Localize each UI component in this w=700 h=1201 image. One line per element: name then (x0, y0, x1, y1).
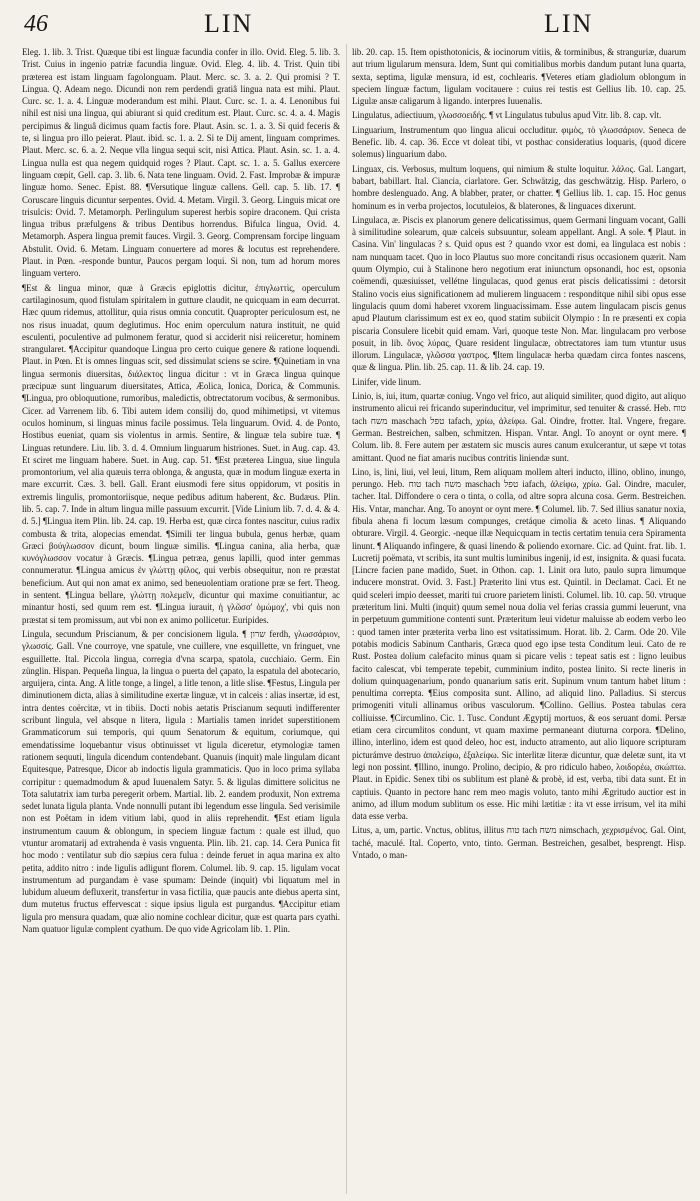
entry-lingulatus: Lingulatus, adiectiuum, γλωσσοειδής. ¶ vt Lingulatus tubulus apud Vitr. lib. 8. cap. vlt. (352, 110, 662, 121)
entry-linio: Linio, is, iui, itum, quartæ coniug. Vngo vel frico, aut aliquid similiter, quod digito, aut aliquo instrumento alicui rei fricando superinducitur, vel imprimitur, sed tenuiter & crassé. Heb. טוח tach משח maschach טפל tafach, χρίω, ἀλείφω. Gal. Oindre, frotter. Ital. Vngere, fregare. German. Bestreichen, salben, schmitzen. Hispan. Vntar. Angl. To anoynt or oynt mere. ¶ Colum. lib. 8. Fere autem per æstatem sic muscis aures canum exulcerantur, ut sæpe vt totas amittant. Quod ne fiat amaris nucibus contritis liniendæ sunt. (352, 391, 686, 463)
entry-linifer: Linifer, vide linum. (352, 376, 422, 387)
left-column (22, 46, 340, 1192)
entry-lingua-senses: ¶Est & lingua minor, quæ à Græcis epiglottis dicitur, ἐπιγλωττὶς, operculum cartilaginosum, quod fistulam spiritalem in gutture claudit, ne quicquam in eam decurrat. Hæc quum ridemus, attollitur, quia risus omnia concutit. Quapropter periculosum est, ne nos risus inuadat, quum deglutimus. Hoc enim operculum natura instituit, ne quid esculenti, poculentive ad pulmonem feratur, quod si acciderit nisi reiiceretur, hominem strangularet. ¶Accipitur quandoque Lingua pro certo cuique genere & ratione loquendi. Plaut. in Pœn. Et is omnes linguas scit, sed dissimulat sciens se scire. ¶Quinetiam in vna lingua sermonis diuersitas, διάλεκτος lingua dicitur : vt in Græca lingua quinque præcipuæ sunt linguarum diuersitates, Attica, Æolica, Ionica, Dorica, & Communis. ¶Lingua, pro obloquutione, rumoribus, maledictis, obtrectatorum vocibus, & sermonibus. Cicer. ad Varrenem lib. 6. Tibi autem idem consilij do, quod mihimetipsi, vt vitemus oculos hominum, si linguas minus facile possimus. Tela linguarum. Ovid. 4. de Ponto, Hostibus eueniat, quam sis violentus in armis. Sentire, & linguæ tela subire tuæ. ¶ Linguas retundere. Liu. lib. 3. d. 4. Omnium linguarum histriones. Suet. in Aug. cap. 43. Et sciret me linguam habere. Suet. in Aug. cap. 51. ¶Est præterea Lingua, siue lingula promontorium, vel alia quæuis terra oblonga, & angusta, quæ in modum linguæ exerta in mare excurrit. Cæs. 3. bell. Gall. Erant eiusmodi fere situs oppidorum, vt positis in extremis lingulis, promontoriisque, neque pedibus aditum haberent, &c. Budæus. Plin. lib. 5. cap. 7. Inde in altum lingua mille passuum excurrit. [Vide Linium lib. 7. d. 4. & 4. d. 5.] ¶Lingua item Plin. lib. 24. cap. 19. Herba est, quæ circa fontes nascitur, cuius radix combusta & trita, alopecias emendat. ¶Simili ter lingua bubula, genus herbæ, quam Græci βούγλωσσον dicunt, boum linguæ similis. ¶Lingua canina, alia herba, quæ κυνόγλωσσον vocatur à Græcis. ¶Lingua petræa, genus lapilli, quod inter gemmas connumeratur. ¶Lingua amicus ἐν γλώττῃ φίλος, qui verbis obsequitur, non re præstat beneficium. Aut qui non amat ex animo, sed beneuolentiam oratione præ se fert. Theog. in sentent. ¶Lingua bellare, γλώττῃ πολεμεῖν, dicuntur qui maxime conuitiantur, ac minantur hosti, sed quum rem est. ¶Lingua iurauit, ἡ γλῶσσ' ὀμώμοχ', vbi quis non præstat si tem promissum, aut vbi non ex animo pollicetur. Euripides. (22, 282, 340, 625)
entry-lingua-quotations: Eleg. 1. lib. 3. Trist. Quæque tibi est linguæ facundia confer in illo. Ovid. Eleg. 5. lib. 3. Trist. Cuius in ingenio patriæ facundia linguæ. Ovid. Eleg. 4. lib. 4. Trist. Quin tibi præterea est istam linguam fagolonguam. Plaut. Merc. sc. 3. a. 2. Qui promisi ? T. Lingua. Q. Adeam nego. Dicundi non rem perdendi gratiâ lingua nata est mihi. Plaut. Curc. sc. 1. a. 4. Linguæ moderandum est mihi. Plaut. Curc. sc. 1. a. 4. Lenonibus fui nihil est nisi una lingua, qui abiurant si quid creditum est. Plaut. Curc. sc. 4. a. 4. Magis percipimus & linguâ dicimus quam factis fore. Plaut. Asin. sc. 1. a. 3. Si quid feceris & te, si lingua pro illo peierat. Plaut. ibid. sc. 1. a. 2. Si te Dij ament, linguam comprimes. Plaut. Merc. sc. 6. a. 2. Neque vlla lingua sequi scit, nisi Attica. Plaut. Asin. sc. 1. a. 4. Lingua nulla est qua negem quidquid roges ? Plaut. Capt. sc. 1. a. 5. Gallus exercere linguam cœpit, Gell. cap. 3. lib. 6. Nata tene linguam. Ovid. 2. Fast. Improbæ & impuræ linguæ homo. Senec. Epist. 88. ¶Versutique linguæ callens. Gell. cap. 5. lib. 17. ¶ Coruscare linguis dicuntur serpentes. Ovid. 4. Metam. Virgil. 3. Georg. Linguis micat ore trisulcis: Ovid. 7. Metamorph. Perlingulum superest herbis sopire draconem. Qui crista lingua tribus præfulgens & tribus Dentibus horrendus. Bifulca lingua, Ovid. 4. Metamorph. Aspera lingua premit fauces. Virgil. 3. Georg. Comprensam forcipe linguam Abstulit. Ovid. 6. Metam. Linguam conuertere ad mores & locutus est reprehendere. Plaut. in Pœn. -responde buntur, Paucos pergam loqui. Si non, tum ad horum mores linguam vertero. (22, 47, 340, 279)
entry-lingula: Lingula, secundum Priscianum, & per concisionem ligula. ¶ שרון ferdh, γλωσσάριον, γλωσσίς. Gall. Vne courroye, vne spatule, vne cuillere, vne esquillette, vn fringuet, vne esguillette. Ital. Piccola lingua, corregia d'vna scarpa, spatola, cucchiaio. Germ. Ein zünglin. Hispan. Pequeña lingua, la lingua o puerta del çapato, la espatula del abotecario, arguijera, cinta. Ang. A litle tonge, a lingel, a litle tenon, a litle slise. ¶Festus, Lingula per diminutionem dicta, alias à similitudine exertæ linguæ, vt in calceis : alias insertæ, id est, intra dentes coërcitæ, vt in tibiis. Docti nobis aetatis Priscianum sequuti indifferenter scribunt lingula, vel absque n litera, ligula : Martialis tamen inridet superstitionem Grammaticorum sui temporis, qui quum Senatorum & equitum, coriumque, qui emendatissime loquebantur visus obtinuisset vt ligula diceretur, etymologiæ tamen rationem sequuti, lingula dicendum contendebant. Quanuis (inquit) male lingulam dicant Equitesque, Patresque, Dicor ab indoctis ligula grammaticis. Quo in loco prima syllaba corripitur : quemadmodum & apud Iuuenalem Satyr. 5. & ligulas dimittere solicitus ne Tota salutatrix iam turba peregerit orbem. Martial. lib. 2. eandem produxit, Non extrema sedet lunata ligula planta. Vnde nonnulli putant ibi legendum esse lingula. Sed verisimile non est Poëtam in idem vitium labi, quod in aliis reprehendit. ¶Est etiam ligula instrumentum cauum & oblongum, in speciem linguæ factum : quale est illud, quo vtuntur aromatarij ad extrahenda è vasis vnguenta. Plin. lib. 21. cap. 14. Cera Punica fit hoc modo : ventilatur sub dio sæpius cera fulua : deinde feruet in aqua marina ex alto petita, addito nitro : inde ligulis adligunt florem. Columel. lib. 9. cap. 15. ligulam vocat instrumentum ad purgandam è vase spumam: Deinde (inquit) vbi liquatum mel in lubidum alueum defluxerit, transfertur in vasa fictilia, quæ paucis ante diebus aperta sint, dum mutetus fructus effervescat : sique ipsius ligula est purgandus. ¶Accipitur etiam ligula pro mensura quadam, quæ alio nomine cochlear dicitur, quæ est quarta pars cyathi. Nam quatuor ligulæ complent cyathum. De quo vide Agricolam lib. 1. Plin. (22, 628, 340, 935)
page-number: 46 (24, 11, 48, 37)
entry-litus: Litus, a, um, partic. Vnctus, oblitus, illitus טוח tach משח nimschach, χεχρισμένος. Gal. Oint, taché, maculé. Ital. Coperto, vnto, tinto. German. Bestreichen, gesalbet, besprengt. Hisp. Vntado, o man- (352, 825, 686, 860)
running-head-left: LIN (204, 9, 254, 38)
entry-lingula-continued: lib. 20. cap. 15. Item opisthotonicis, & iocinorum vitiis, & torminibus, & stranguriæ, duarum aut trium ligularum mensura. Idem, Sunt qui comitialibus morbis dandum putant luna quarta, sexta, septima, ligulæ mensura, id est, cochlearis. ¶Veteres etiam gladiolum oblongum in speciem linguæ factum, ligulam vocitauere : cuius rei testis est Gellius lib. 10. cap. 25. Ligulæ ansæ caligarum à ligando. interpres Iuuenalis. (352, 47, 686, 107)
page-header (24, 10, 682, 38)
right-column (352, 46, 686, 1192)
entry-linguax: Linguax, cis. Verbosus, multum loquens, qui nimium & stulte loquitur. λάλος. Gal. Langart, babart, babillart. Ital. Ciancia, ciarlatore. Ger. Schwätzig, das geschwätzig. Hisp. Parlero, o hombre deslenguado. Ang. A blabber, prater, or chatter. ¶ Gellius lib. 1. cap. 15. Hoc genus hominum es in verba projectos, locutuleios, & blaterones, & linguaces dixerunt. (352, 163, 686, 211)
running-head-right: LIN (544, 9, 594, 38)
column-divider (346, 44, 347, 1194)
entry-lingulaca: Lingulaca, æ. Piscis ex planorum genere delicatissimus, quem Germani linguam vocant, Galli à similitudine solearum, quæ calceis subsuuntur, soleam appellant. Angl. A sole. ¶ Plaut. in Casina. Vin' lingulacas ? s. Quid opus est ? quando vxor est domi, ea lingulaca est nobis : nam nunquam tacet. Quo in loco Plautus suo more concitandi risus occasionem quærit. Nam quum Olympio, cui à Stalinone hero negotium erat iniunctum opsonandi, hoc est, opsonia coëmendi, quæsiuisset, vellétne lingulacas, quod genus erat piscis delicatissimi : detorsit Stalino vocis eius significationem ad mulierem linguacem : respondítque nihil sibi opus esse lingulacis quum domi haberet vxorem linguacissimam. Esse autem lingulacam piscis genus apud Plautum clarissimum est ex eo, quod statim subiicit Olympio : In re præsenti ex copia piscaria Consulere licebit quid emam. Vari, quoque teste Non. Mar. lingulacam pro verbose posuit, in lib. ὄνος λύρας, Quare resident lingulacæ, obtrectatores iam tum vtuntur usus illorum. Lingulacæ, γλῶσσα γαστρος. ¶Item lingulacæ herba quædam circa fontes nascens, quæ & lingua. Plin. lib. 25. cap. 11. & lib. 24. cap. 19. (352, 214, 686, 373)
entry-lino: Lino, is, lini, liui, vel leui, litum, Rem aliquam mollem alteri inducto, illino, oblino, inungo, perungo. Heb. טוח tach משח maschach טפל iafach, ἀλείφω, χρίω. Gal. Oindre, maculer, tacher. Ital. Diffondere o cera o tinta, o colla, od altre sopra alcuna cosa. Germ. Bestreichen. His. Vntar, manchar. Ang. To anoynt or oynt mere. ¶ Columel. lib. 7. Sed illius sanatur noxia, fibula ahena fi locum læsum compunges, cretáque cimolia & aceto linas. ¶ Aliquando obturare. Virgil. 4. Georgic. -neque illæ Nequicquam in tectis certatim tenuia cera Spiramenta linunt. ¶ Aliquando infingere, & quasi linendo & poliendo exornare. Cic. ad Quint. frat. lib. 1. Lucretij poëmata, vt scribis, ita sunt multis luminibus ingenij, id est, insignita. & quasi fucata. [Lincre facien pane madido, Suet. in Othon. cap. 1. Linit ora luto, paulo supra limumque inducere monstrat. Ovid. 3. Fast.] Præterito lini vtus est. Quintil. in Declamat. Caci. Et ne quid sceleri impio deesset, mariti tui cruore parietem linisti. Columel. lib. 10. cap. 50. vtruque præteritum lini. Multi (inquit) quum semel noua dolia vel ferias crassia gummi leuerunt, vna in perpetuum gummitione contenti sunt. Præteritum leui videtur maluisse ab eodem verbo leo : quod tamen inter præterita verba lino est vsitatissimum. Horat. lib. 2. Carm. Ode 20. Vile potabis modicis Sabinum Cantharis, Græca quod ego ipse testa Conditum leui. Cato de re Rust. Postea dolium calefacito minus quam si picare velis : tepeat satis est : ligno leuibus facito calescat, vbi temperate tepebit, cumminium indito, postea linito. Si recte lineris in dolium quinquagenarium, pondo quanarium satis erit. Supinum vnum tantum habet litum : penultima correpta. ¶Eius composita sunt. Allino, ad aliquid lino. Palladius. Si stercus primogeniti vituli allinamus oribus vasculorum. ¶Collino. Gellius. Postea tabulas cera colliuisse. ¶Circumlino. Cic. 1. Tusc. Condunt Ægyptij mortuos, & eos seruant domi. Persæ etiam cera circumlitos condunt, vt quam maxime permaneant diuturna corpora. ¶Delino, illino, interlino, idem est quod deleo, hoc est, inducto atramento, aut alio liquore scripturam picturámve destruo ἀπαλείφω, ἐξαλείφω. Sic interlitæ literæ dicuntur, quæ deletæ sunt, ita vt legi non possint. ¶Illino, inungo. Prolino, decipio, & pro ridiculo habeo, λοιδορέω, σκώπτω. Plaut. in Epidic. Senex tibi os sublitum est planè & probè, id est, verba, tibi data sunt. Et in captiuis. Quanto in pectore hanc rem meo magis voluto, tanto mihi Ægritudo auctior est in animo, ad illum modum sublitum os esse. Hic mihi lætitiæ : ita vt esse irrisum, vel ita mihi data esse verba. (352, 466, 686, 822)
entry-linguarium: Linguarium, Instrumentum quo lingua alicui occluditur. φιμὸς, τὸ γλωσσάριον. Seneca de Benefic. lib. 4. cap. 36. Ecce vt doleat tibi, vt posthac consideratius loquaris, (quod dicere solemus) linguarium dabo. (352, 124, 686, 160)
